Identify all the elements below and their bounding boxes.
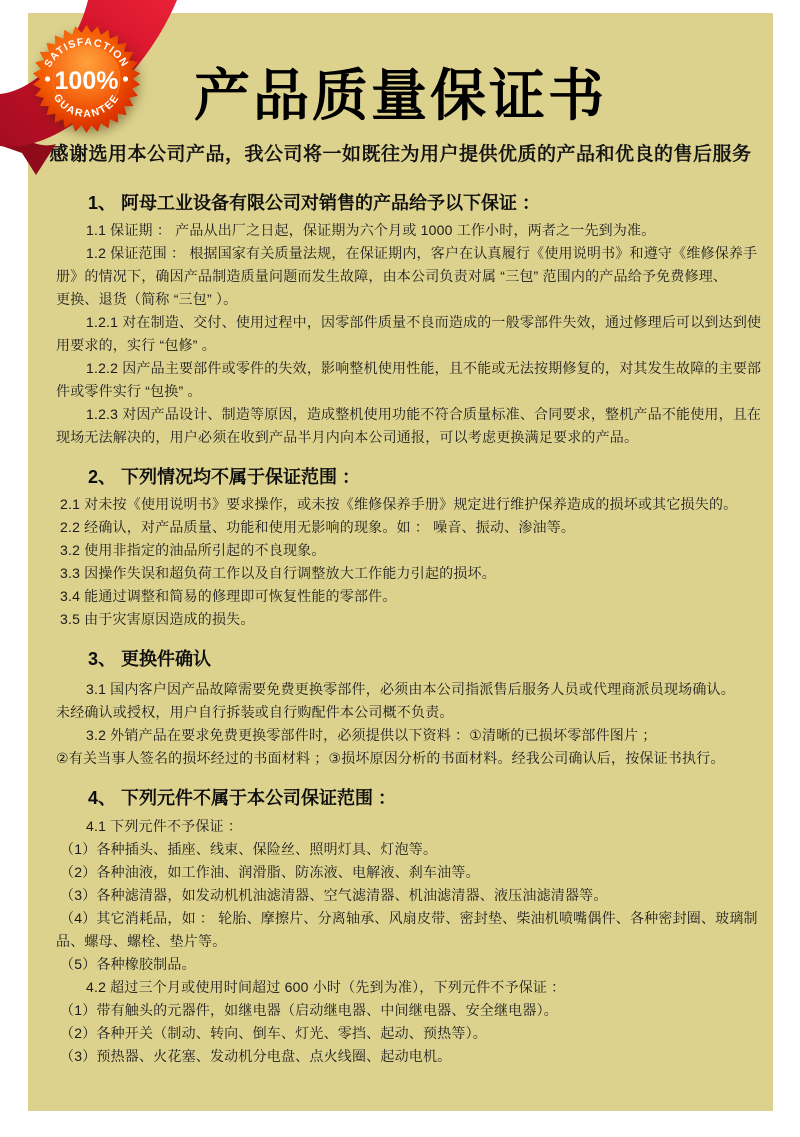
- page-subtitle: 感谢选用本公司产品，我公司将一如既往为用户提供优质的产品和优良的售后服务: [49, 144, 752, 165]
- body-line: （2）各种油液，如工作油、润滑脂、防冻液、电解液、刹车油等。: [60, 864, 480, 880]
- body-line: 3.4 能通过调整和简易的修理即可恢复性能的零部件。: [60, 588, 397, 604]
- body-line: 3.5 由于灾害原因造成的损失。: [60, 611, 255, 627]
- body-line: 用要求的，实行 “包修” 。: [56, 337, 216, 353]
- document-body: [56, 190, 762, 1068]
- body-line: 1.2.2 因产品主要部件或零件的失效，影响整机使用性能，且不能或无法按期修复的，对其发生故障的主要部: [86, 360, 762, 376]
- badge-top-text: SATISFACTION: [42, 35, 131, 70]
- body-line: （2）各种开关（制动、转向、倒车、灯光、零挡、起动、预热等）。: [60, 1025, 487, 1041]
- body-line: 1.1 保证期 ： 产品从出厂之日起，保证期为六个月或 1000 工作小时，两者之一先到为准。: [86, 222, 656, 238]
- body-line: 现场无法解决的，用户必须在收到产品半月内向本公司通报，可以考虑更换满足要求的产品。: [56, 429, 639, 445]
- satisfaction-seal-graphic: [0, 0, 200, 200]
- body-line: 件或零件实行 “包换” 。: [56, 383, 202, 399]
- body-line: 册》的情况下，确因产品制造质量问题而发生故障，由本公司负责对属 “三包” 范围内的产品给予免费修理、: [56, 268, 728, 284]
- section-2-heading: 2、 下列情况均不属于保证范围 ：: [88, 467, 361, 487]
- body-line: 2.1 对未按《使用说明书》要求操作，或未按《维修保养手册》规定进行维护保养造成的损坏或其它损失的。: [60, 496, 738, 512]
- body-line: 1.2.3 对因产品设计、制造等原因，造成整机使用功能不符合质量标准、合同要求，整机产品不能使用，且在: [86, 406, 762, 422]
- section-4-heading: 4、 下列元件不属于本公司保证范围 ：: [88, 788, 397, 808]
- body-line: （3）各种滤清器，如发动机机油滤清器、空气滤清器、机油滤清器、液压油滤清器等。: [60, 887, 608, 903]
- section-1-heading: 1、 阿母工业设备有限公司对销售的产品给予以下保证 ：: [88, 193, 541, 213]
- body-line: 3.2 使用非指定的油品所引起的不良现象。: [60, 542, 326, 558]
- body-line: 2.2 经确认，对产品质量、功能和使用无影响的现象。如 ： 噪音、振动、渗油等。: [60, 519, 576, 535]
- body-line: （1）带有触头的元器件，如继电器（启动继电器、中间继电器、安全继电器）。: [60, 1002, 558, 1018]
- body-line: 3.1 国内客户因产品故障需要免费更换零部件，必须由本公司指派售后服务人员或代理商派员现场确认。: [86, 681, 735, 697]
- body-line: 1.2 保证范围 ： 根据国家有关质量法规，在保证期内，客户在认真履行《使用说明书》和遵守《维修保养手: [86, 245, 758, 261]
- badge-bottom-text: GUARANTEE: [50, 91, 123, 121]
- body-line: 4.2 超过三个月或使用时间超过 600 小时（先到为准），下列元件不予保证 ：: [86, 979, 566, 995]
- badge-right-dot: [123, 76, 128, 81]
- badge-left-dot: [45, 76, 50, 81]
- body-line: 3.2 外销产品在要求免费更换零部件时，必须提供以下资料 ：①清晰的已损坏零部件图片 ；: [86, 727, 657, 743]
- body-line: ②有关当事人签名的损坏经过的书面材料 ；③损坏原因分析的书面材料。经我公司确认后，按保证书执行。: [56, 750, 725, 766]
- body-line: 更换、退货（简称 “三包” ）。: [56, 291, 238, 307]
- body-line: （3）预热器、火花塞、发动机分电盘、点火线圈、起动电机。: [60, 1048, 452, 1064]
- body-line: （1）各种插头、插座、线束、保险丝、照明灯具、灯泡等。: [60, 841, 438, 857]
- badge-center-text: 100%: [54, 67, 119, 95]
- body-line: 3.3 因操作失误和超负荷工作以及自行调整放大工作能力引起的损坏。: [60, 565, 496, 581]
- body-line: 品、螺母、螺栓、垫片等。: [56, 933, 227, 949]
- page-title: 产品质量保证书: [194, 64, 607, 127]
- body-line: （4）其它消耗品，如 ： 轮胎、摩擦片、分离轴承、风扇皮带、密封垫、柴油机喷嘴偶件、各种密封圈、玻璃制: [60, 910, 758, 926]
- body-line: 1.2.1 对在制造、交付、使用过程中，因零部件质量不良而造成的一般零部件失效，通过修理后可以到达到使: [86, 314, 762, 330]
- section-3-heading: 3、 更换件确认: [88, 649, 212, 669]
- body-line: 未经确认或授权，用户自行拆装或自行购配件本公司概不负责。: [56, 704, 454, 720]
- body-line: 4.1 下列元件不予保证 ：: [86, 818, 243, 834]
- body-line: （5）各种橡胶制品。: [60, 956, 196, 972]
